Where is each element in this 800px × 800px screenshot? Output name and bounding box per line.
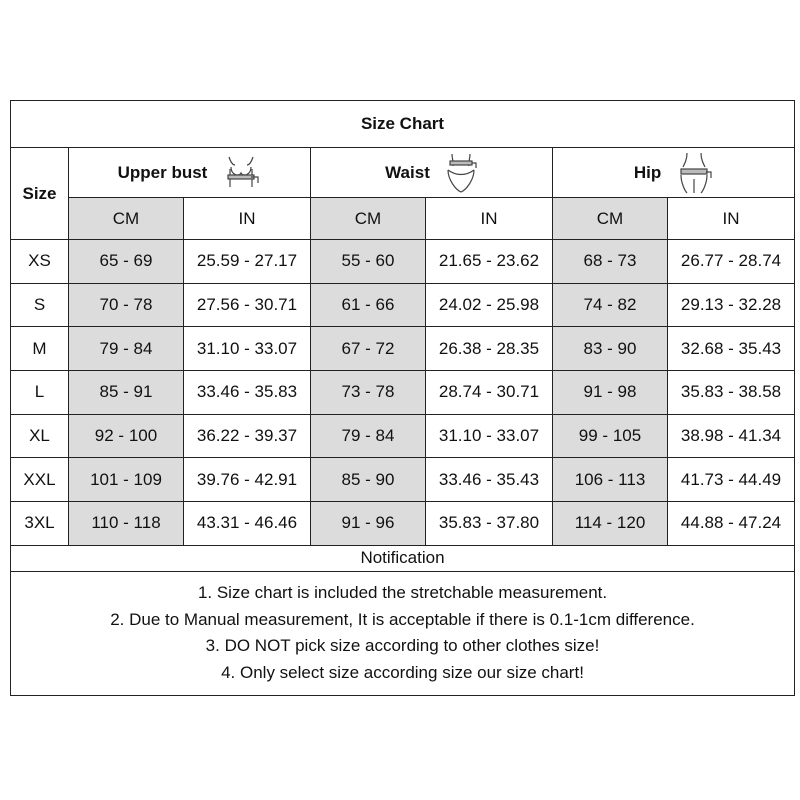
hip-in-cell: 44.88 - 47.24	[668, 502, 795, 546]
size-cell: S	[11, 283, 69, 327]
waist-in-cell: 33.46 - 35.43	[426, 458, 553, 502]
notification-notes	[11, 571, 795, 695]
chart-title: Size Chart	[11, 101, 795, 148]
waist-cm-cell: 61 - 66	[311, 283, 426, 327]
table-row	[11, 283, 795, 327]
waist-in-cell: 26.38 - 28.35	[426, 327, 553, 371]
bust-in-cell: 36.22 - 39.37	[184, 414, 311, 458]
table-row	[11, 240, 795, 284]
bust-cm-cell: 110 - 118	[69, 502, 184, 546]
waist-cm-header: CM	[311, 198, 426, 240]
table-row	[11, 414, 795, 458]
bust-cm-cell: 79 - 84	[69, 327, 184, 371]
table-row	[11, 458, 795, 502]
hip-cm-cell: 106 - 113	[553, 458, 668, 502]
table-row	[11, 327, 795, 371]
waist-cm-cell: 85 - 90	[311, 458, 426, 502]
bust-in-cell: 27.56 - 30.71	[184, 283, 311, 327]
hip-cm-cell: 74 - 82	[553, 283, 668, 327]
size-cell: XS	[11, 240, 69, 284]
size-column-header: Size	[11, 148, 69, 240]
hip-in-cell: 35.83 - 38.58	[668, 371, 795, 415]
hip-in-cell: 32.68 - 35.43	[668, 327, 795, 371]
size-cell: XL	[11, 414, 69, 458]
size-cell: XXL	[11, 458, 69, 502]
waist-cm-cell: 79 - 84	[311, 414, 426, 458]
hip-cm-cell: 91 - 98	[553, 371, 668, 415]
table-row	[11, 502, 795, 546]
waist-label: Waist	[385, 162, 430, 182]
bust-cm-header: CM	[69, 198, 184, 240]
bust-in-cell: 43.31 - 46.46	[184, 502, 311, 546]
waist-in-cell: 28.74 - 30.71	[426, 371, 553, 415]
note-item: 4. Only select size according size our size chart!	[221, 662, 584, 682]
waist-in-header: IN	[426, 198, 553, 240]
hip-header	[553, 148, 795, 198]
waist-in-cell: 21.65 - 23.62	[426, 240, 553, 284]
note-item: 1. Size chart is included the stretchable measurement.	[197, 583, 608, 603]
waist-in-cell: 31.10 - 33.07	[426, 414, 553, 458]
size-cell: 3XL	[11, 502, 69, 546]
bust-in-header: IN	[184, 198, 311, 240]
waist-cm-cell: 55 - 60	[311, 240, 426, 284]
hip-in-header: IN	[668, 198, 795, 240]
waist-measure-icon	[444, 152, 478, 194]
hip-measure-icon	[675, 151, 713, 195]
bust-cm-cell: 70 - 78	[69, 283, 184, 327]
size-cell: L	[11, 371, 69, 415]
upper-bust-label: Upper bust	[117, 162, 208, 182]
waist-in-cell: 35.83 - 37.80	[426, 502, 553, 546]
waist-cm-cell: 67 - 72	[311, 327, 426, 371]
notification-heading: Notification	[11, 545, 795, 571]
note-item: 2. Due to Manual measurement, It is acceptable if there is 0.1-1cm difference.	[110, 609, 695, 629]
hip-label: Hip	[633, 162, 662, 182]
bust-cm-cell: 92 - 100	[69, 414, 184, 458]
hip-cm-header: CM	[553, 198, 668, 240]
hip-in-cell: 41.73 - 44.49	[668, 458, 795, 502]
hip-in-cell: 29.13 - 32.28	[668, 283, 795, 327]
size-cell: M	[11, 327, 69, 371]
hip-cm-cell: 68 - 73	[553, 240, 668, 284]
waist-cm-cell: 73 - 78	[311, 371, 426, 415]
bust-cm-cell: 65 - 69	[69, 240, 184, 284]
bust-cm-cell: 85 - 91	[69, 371, 184, 415]
bust-in-cell: 39.76 - 42.91	[184, 458, 311, 502]
bust-measure-icon	[221, 153, 261, 193]
hip-in-cell: 26.77 - 28.74	[668, 240, 795, 284]
upper-bust-header	[69, 148, 311, 198]
hip-cm-cell: 83 - 90	[553, 327, 668, 371]
bust-in-cell: 25.59 - 27.17	[184, 240, 311, 284]
waist-cm-cell: 91 - 96	[311, 502, 426, 546]
waist-header	[311, 148, 553, 198]
bust-in-cell: 33.46 - 35.83	[184, 371, 311, 415]
hip-cm-cell: 99 - 105	[553, 414, 668, 458]
table-row	[11, 371, 795, 415]
bust-in-cell: 31.10 - 33.07	[184, 327, 311, 371]
size-chart-table	[10, 100, 795, 696]
hip-cm-cell: 114 - 120	[553, 502, 668, 546]
bust-cm-cell: 101 - 109	[69, 458, 184, 502]
hip-in-cell: 38.98 - 41.34	[668, 414, 795, 458]
waist-in-cell: 24.02 - 25.98	[426, 283, 553, 327]
note-item: 3. DO NOT pick size according to other clothes size!	[205, 636, 600, 656]
